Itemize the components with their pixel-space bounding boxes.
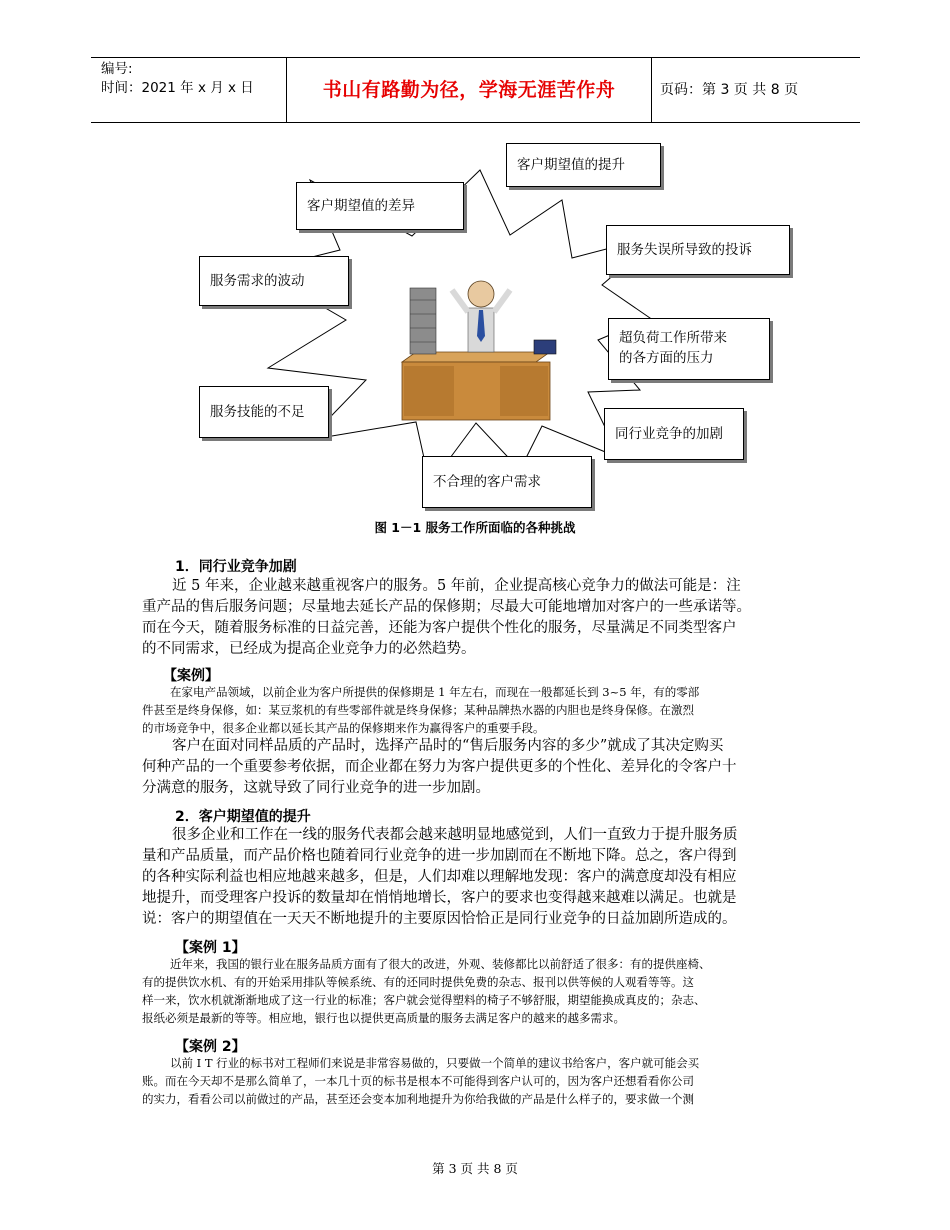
case-label: 【案例】 xyxy=(163,668,219,684)
box-customer-expectation-rise: 客户期望值的提升 xyxy=(506,143,661,187)
text-line: 报纸必须是最新的等等。相应地，银行也以提供更高质量的服务去满足客户的越来的越多需求。 xyxy=(142,1011,625,1025)
text-line: 样一来，饮水机就渐渐地成了这一行业的标准；客户就会觉得塑料的椅子不够舒服，期望能换成真皮的；杂志、 xyxy=(142,993,706,1007)
box-demand-fluctuation: 服务需求的波动 xyxy=(199,256,349,306)
text-line: 以前 I T 行业的标书对工程师们来说是非常容易做的，只要做一个简单的建议书给客户，客户就可能会买 xyxy=(170,1056,700,1070)
text-line: 有的提供饮水机、有的开始采用排队等候系统、有的还同时提供免费的杂志、报刊以供等候的人观看等等。这 xyxy=(142,975,694,989)
header-divider xyxy=(651,58,652,122)
text-line: 而在今天，随着服务标准的日益完善，还能为客户提供个性化的服务，尽量满足不同类型客户 xyxy=(142,620,737,636)
case2-label: 【案例 2】 xyxy=(175,1039,246,1055)
text-line: 很多企业和工作在一线的服务代表都会越来越明显地感觉到，人们一直致力于提升服务质 xyxy=(172,827,738,843)
header-motto: 书山有路勤为径，学海无涯苦作舟 xyxy=(322,79,616,101)
box-overload-line2: 的各方面的压力 xyxy=(619,350,714,366)
text-line: 在家电产品领域，以前企业为客户所提供的保修期是 1 年左右，而现在一般都延长到 3~5 年，有的零部 xyxy=(170,685,700,699)
section1-paragraph xyxy=(142,576,751,660)
case-paragraph xyxy=(142,683,699,737)
text-line: 的市场竞争中，很多企业都以延长其产品的保修期来作为赢得客户的重要手段。 xyxy=(142,721,545,735)
time-label: 时间：2021 年 x 月 x 日 xyxy=(101,80,254,96)
box-service-error-complaints: 服务失误所导致的投诉 xyxy=(606,225,790,275)
serial-label: 编号: xyxy=(101,61,133,77)
box-customer-expectation-diff: 客户期望值的差异 xyxy=(296,182,464,230)
text-line: 量和产品质量，而产品价格也随着同行业竞争的进一步加剧而在不断地下降。总之，客户得到 xyxy=(142,848,737,864)
header-meta xyxy=(101,60,254,98)
text-line: 近年来，我国的银行业在服务品质方面有了很大的改进，外观、装修都比以前舒适了很多：有的提供座椅、 xyxy=(170,957,711,971)
section2-paragraph xyxy=(142,825,738,930)
box-industry-competition: 同行业竞争的加剧 xyxy=(604,408,744,460)
case2-paragraph xyxy=(142,1054,699,1108)
box-overload-line1: 超负荷工作所带来 xyxy=(619,330,727,346)
case1-paragraph xyxy=(142,955,711,1027)
box-skill-shortage: 服务技能的不足 xyxy=(199,386,329,438)
section1-after-paragraph xyxy=(142,736,737,799)
text-line: 近 5 年来，企业越来越重视客户的服务。5 年前，企业提高核心竞争力的做法可能是：注 xyxy=(172,578,741,594)
text-line: 地提升，而受理客户投诉的数量却在悄悄地增长，客户的要求也变得越来越难以满足。也就是 xyxy=(142,890,737,906)
figure-caption: 图 1－1 服务工作所面临的各种挑战 xyxy=(374,520,576,535)
page-header xyxy=(91,57,860,123)
section1-heading: 1．同行业竞争加剧 xyxy=(175,559,297,575)
text-line: 的实力，看看公司以前做过的产品，甚至还会变本加利地提升为你给我做的产品是什么样子的，要求做一个测 xyxy=(142,1092,694,1106)
text-line: 账。而在今天却不是那么简单了，一本几十页的标书是根本不可能得到客户认可的，因为客户还想看看你公司 xyxy=(142,1074,694,1088)
text-line: 的不同需求，已经成为提高企业竞争力的必然趋势。 xyxy=(142,641,476,657)
text-line: 何种产品的一个重要参考依据，而企业都在努力为客户提供更多的个性化、差异化的令客户十 xyxy=(142,759,737,775)
text-line: 客户在面对同样品质的产品时，选择产品时的“售后服务内容的多少”就成了其决定购买 xyxy=(172,738,724,754)
box-unreasonable-demand: 不合理的客户需求 xyxy=(422,456,592,508)
header-page-number: 页码：第 3 页 共 8 页 xyxy=(660,82,799,98)
challenges-diagram xyxy=(190,140,790,520)
section2-heading: 2．客户期望值的提升 xyxy=(175,809,311,825)
text-line: 重产品的售后服务问题；尽量地去延长产品的保修期；尽最大可能地增加对客户的一些承诺等。 xyxy=(142,599,751,615)
text-line: 说：客户的期望值在一天天不断地提升的主要原因恰恰正是同行业竞争的日益加剧所造成的。 xyxy=(142,911,737,927)
box-overload-pressure xyxy=(608,318,770,380)
text-line: 件甚至是终身保修，如：某豆浆机的有些零部件就是终身保修；某种品牌热水器的内胆也是终身保修。在激烈 xyxy=(142,703,694,717)
text-line: 的各种实际利益也相应地越来越多，但是，人们却难以理解地发现：客户的满意度却没有相应 xyxy=(142,869,737,885)
text-line: 分满意的服务，这就导致了同行业竞争的进一步加剧。 xyxy=(142,780,490,796)
case1-label: 【案例 1】 xyxy=(175,940,246,956)
page-footer: 第 3 页 共 8 页 xyxy=(432,1161,518,1176)
